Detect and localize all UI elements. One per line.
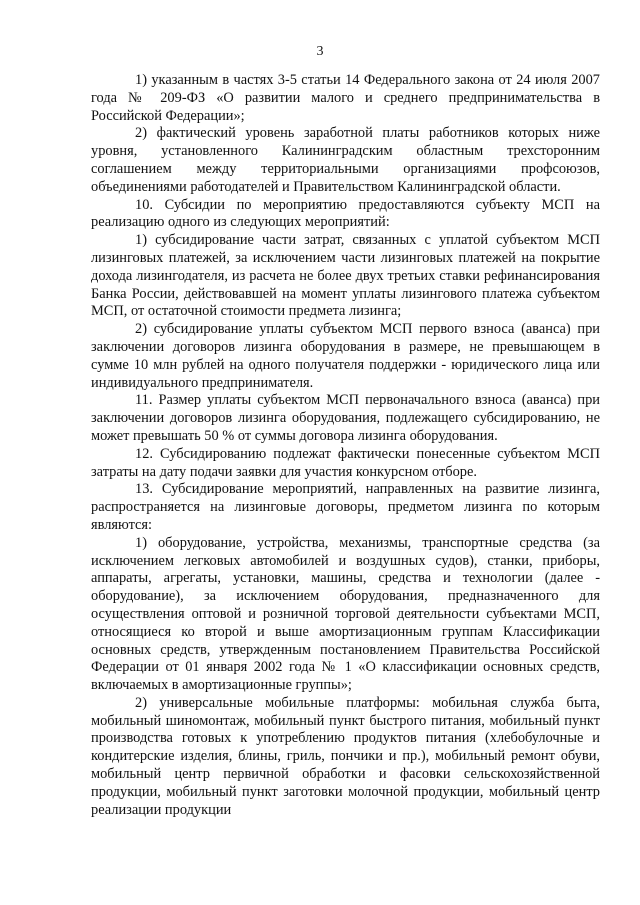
- paragraph-clause-10-item-2: 2) субсидирование уплаты субъектом МСП первого взноса (аванса) при заключении договоров лизинга оборудования в размере, не превышающем в сумме 10 млн рублей на одного получателя поддержки - юридического лица или индивидуального предпринимателя.: [91, 321, 600, 391]
- paragraph-clause-13-item-1: 1) оборудование, устройства, механизмы, транспортные средства (за исключением легковых автомобилей и воздушных судов), станки, приборы, аппараты, агрегаты, установки, машины, средства и технологии (далее - оборудование), за исключением оборудования, предназначенного для осуществления оптовой и розничной торговой деятельности субъектами МСП, относящиеся ко второй и выше амортизационным группам Классификации основных средств, утвержденным постановлением Правительства Российской Федерации от 01 января 2002 года № 1 «О классификации основных средств, включаемых в амортизационные группы»;: [91, 534, 600, 694]
- paragraph-clause-10: 10. Субсидии по мероприятию предоставляются субъекту МСП на реализацию одного из следующих мероприятий:: [91, 196, 600, 231]
- document-body: [91, 72, 600, 819]
- paragraph-clause-13-item-2: 2) универсальные мобильные платформы: мобильная служба быта, мобильный шиномонтаж, мобильный пункт быстрого питания, мобильный пункт производства готовых к употреблению продуктов питания (хлебобулочные и кондитерские изделия, блины, гриль, пончики и пр.), мобильный ремонт обуви, мобильный центр первичной обработки и фасовки сельскохозяйственной продукции, мобильный пункт заготовки молочной продукции, мобильный центр реализации продукции: [91, 694, 600, 818]
- paragraph-clause-13: 13. Субсидирование мероприятий, направленных на развитие лизинга, распространяется на лизинговые договоры, предметом лизинга по которым являются:: [91, 481, 600, 533]
- paragraph-item-2-salary-level: 2) фактический уровень заработной платы работников которых ниже уровня, установленного Калининградским областным трехсторонним соглашением между территориальными организациями профсоюзов, объединениями работодателей и Правительством Калининградской области.: [91, 125, 600, 195]
- page-number: 3: [316, 44, 324, 59]
- paragraph-clause-12: 12. Субсидированию подлежат фактически понесенные субъектом МСП затраты на дату подачи заявки для участия конкурсном отборе.: [91, 445, 600, 480]
- paragraph-item-1-federal-law: 1) указанным в частях 3-5 статьи 14 Федерального закона от 24 июля 2007 года № 209-ФЗ «О развитии малого и среднего предпринимательства в Российской Федерации»;: [91, 72, 600, 124]
- paragraph-clause-10-item-1: 1) субсидирование части затрат, связанных с уплатой субъектом МСП лизинговых платежей, за исключением части лизинговых платежей на покрытие дохода лизингодателя, из расчета не более двух третьих ставки рефинансирования Банка России, действовавшей на момент уплаты лизингового платежа субъектом МСП, от остаточной стоимости предмета лизинга;: [91, 232, 600, 320]
- paragraph-clause-11: 11. Размер уплаты субъектом МСП первоначального взноса (аванса) при заключении договоров лизинга оборудования, подлежащего субсидированию, не может превышать 50 % от суммы договора лизинга оборудования.: [91, 392, 600, 444]
